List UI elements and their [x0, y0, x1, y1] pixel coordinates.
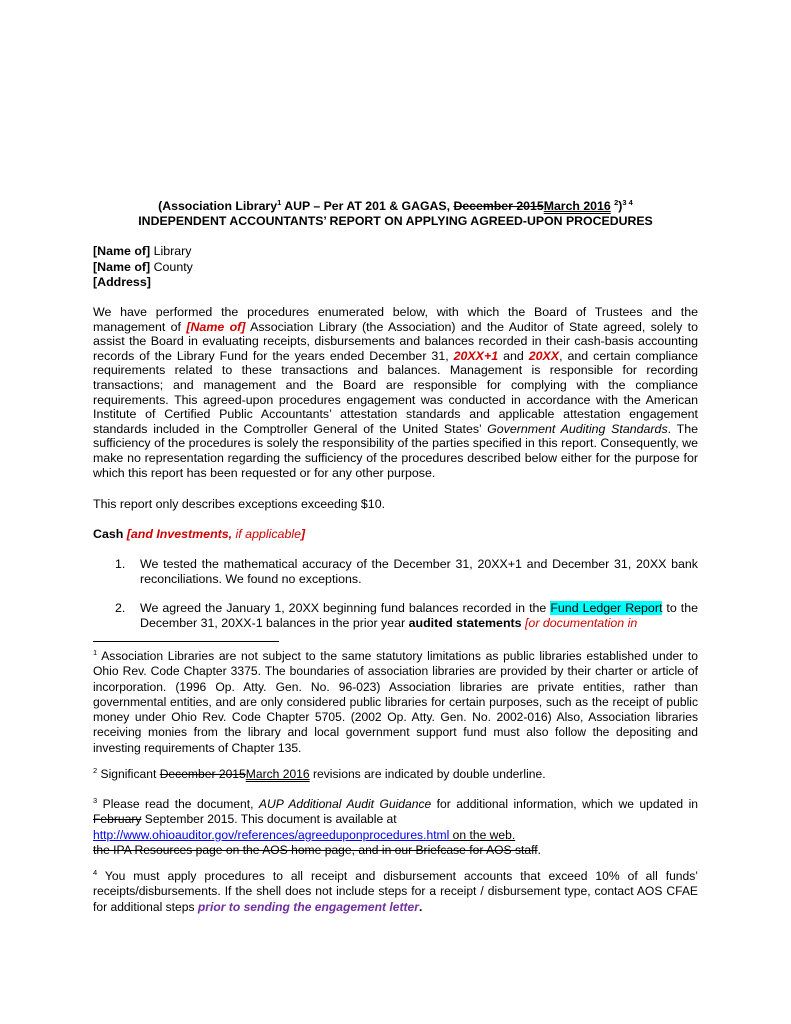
county-line — [93, 260, 193, 276]
footnote-text: You must apply procedures to all receipt and disbursement accounts that exceed 10% of all funds’ receipts/disbursements. If the shell does not include steps for a receipt / disbursement type, contact AOS CFAE for additional steps — [93, 869, 698, 914]
footnote-text: . — [537, 842, 541, 857]
exceptions-note: This report only describes exceptions exceeding $10. — [93, 497, 386, 511]
title-text: AUP – Per AT 201 & GAGAS, — [281, 199, 454, 213]
county-label: County — [150, 259, 193, 274]
list-number: 1. — [115, 557, 126, 571]
footnote-3-text — [93, 797, 698, 828]
footnote-number: 3 — [93, 795, 98, 805]
footnote-text: . — [418, 899, 423, 914]
list-number: 2. — [115, 601, 126, 615]
placeholder-year: 20XX+1 — [453, 348, 499, 363]
emphasis-text: prior to sending the engagement letter — [197, 899, 419, 914]
footnote-ref-2[interactable]: 2 — [614, 197, 619, 207]
deleted-date: December 2015 — [159, 767, 246, 781]
aup-guidance-link[interactable]: http://www.ohioauditor.gov/references/agreeduponprocedures.html — [93, 827, 450, 842]
placeholder-text: if applicable — [235, 527, 301, 541]
cash-label: Cash — [93, 527, 127, 541]
paragraph-text: . The sufficiency of the procedures is solely the responsibility of the parties specified in this report. Consequently, we make no representation regarding the sufficiency of the procedures described below either for the purpose for which this report has been requested or for any other purpose. — [93, 421, 698, 480]
footnote-text: September 2015. This document is available at — [141, 812, 397, 827]
highlighted-report-name: Fund Ledger Report — [550, 601, 663, 615]
report-title — [93, 199, 698, 229]
placeholder-name: [Name of] — [93, 259, 151, 274]
footnote-number: 1 — [93, 647, 98, 657]
footnote-ref-1[interactable]: 1 — [277, 197, 282, 207]
footnote-ref-3-4[interactable]: 3 4 — [622, 197, 633, 207]
footnote-text: Significant — [97, 767, 160, 781]
list-text — [140, 601, 698, 630]
footnote-text: revisions are indicated by double underline. — [309, 767, 546, 781]
deleted-month: February — [93, 812, 142, 827]
title-text: (Association Library — [158, 199, 278, 213]
footnote-number: 2 — [93, 765, 98, 775]
deleted-date: December 2015 — [453, 199, 544, 213]
footnote-text: for additional information, which we updated in — [431, 797, 698, 811]
paragraph-text: and — [498, 348, 529, 363]
paragraph-text: We have performed the procedures enumerated below, with which the Board of Trustees and the management of — [93, 305, 698, 334]
footnote-text: Association Libraries are not subject to the same statutory limitations as public libraries established under to Ohio Rev. Code Chapter 3375. The boundaries of association libraries are provided by their charter or article of incorporation. (1996 Op. Atty. Gen. No. 96-023) Association libraries are private entities, rather than governmental entities, and are only considered public libraries for certain purposes, such as the receipt of public money under Ohio Rev. Code Chapter 5705. (2002 Op. Atty. Gen. No. 2002-016) Also, Association libraries receiving monies from the library and local government support fund must also follow the depositing and investing requirements of Chapter 135. — [93, 649, 698, 755]
paragraph-text: , and certain compliance requirements related to these transactions and balances. Management is responsible for recording transactions; and management and the Board are responsible for complying with the compliance requirements. This agreed-upon procedures engagement was conducted in accordance with the American Institute of Certified Public Accountants’ attestation standards and applicable attestation engagement standards included in the Comptroller General of the United States’ — [93, 348, 698, 436]
footnote-4 — [93, 869, 698, 915]
placeholder-text: [or documentation in — [524, 615, 638, 630]
footnote-number: 4 — [93, 867, 98, 877]
footnote-2 — [93, 767, 698, 782]
placeholder-text: [and Investments, — [126, 527, 236, 541]
revised-date: March 2016 — [245, 767, 310, 781]
placeholder-text: ] — [301, 527, 306, 541]
footnote-3-struck-line — [93, 843, 698, 858]
list-text-part: to the December 31, 20XX-1 balances in the prior year — [140, 601, 698, 630]
footnote-separator — [93, 641, 279, 642]
intro-paragraph — [93, 305, 698, 480]
cash-heading — [93, 527, 698, 542]
list-text-part: We agreed the January 1, 20XX beginning fund balances recorded in the — [140, 601, 551, 615]
paragraph-text: Association Library (the Association) and the Auditor of State agreed, solely to assist the Board in evaluating receipts, disbursements and balances recorded in their cash-basis accounting records of the Library Fund for the years ended December 31, — [93, 319, 699, 363]
placeholder-year: 20XX — [528, 348, 560, 363]
footnote-text: Please read the document, — [97, 797, 259, 811]
placeholder-name: [Name of] — [186, 319, 246, 334]
audited-statements-label: audited statements — [408, 615, 522, 630]
footnote-3 — [93, 797, 698, 858]
gas-title: Government Auditing Standards — [487, 421, 668, 436]
address-block — [93, 244, 193, 291]
address-line — [93, 275, 193, 291]
list-text: We tested the mathematical accuracy of the December 31, 20XX+1 and December 31, 20XX bank reconciliations. We found no exceptions. — [140, 557, 698, 586]
footnote-3-link-line — [93, 828, 698, 843]
placeholder-name: [Name of] — [93, 244, 151, 258]
revised-date: March 2016 — [543, 199, 611, 213]
title-line-2: INDEPENDENT ACCOUNTANTS’ REPORT ON APPLYING AGREED-UPON PROCEDURES — [138, 214, 653, 228]
footnote-text: on the web. — [449, 827, 516, 842]
title-line-1 — [93, 199, 698, 214]
document-title: AUP Additional Audit Guidance — [258, 797, 432, 811]
footnote-1 — [93, 649, 698, 756]
library-line — [93, 244, 193, 260]
deleted-text: the IPA Resources page on the AOS home page, and in our Briefcase for AOS staff — [93, 842, 538, 857]
title-text: ) — [618, 199, 623, 213]
library-label: Library — [150, 244, 192, 258]
placeholder-address: [Address] — [93, 275, 151, 289]
